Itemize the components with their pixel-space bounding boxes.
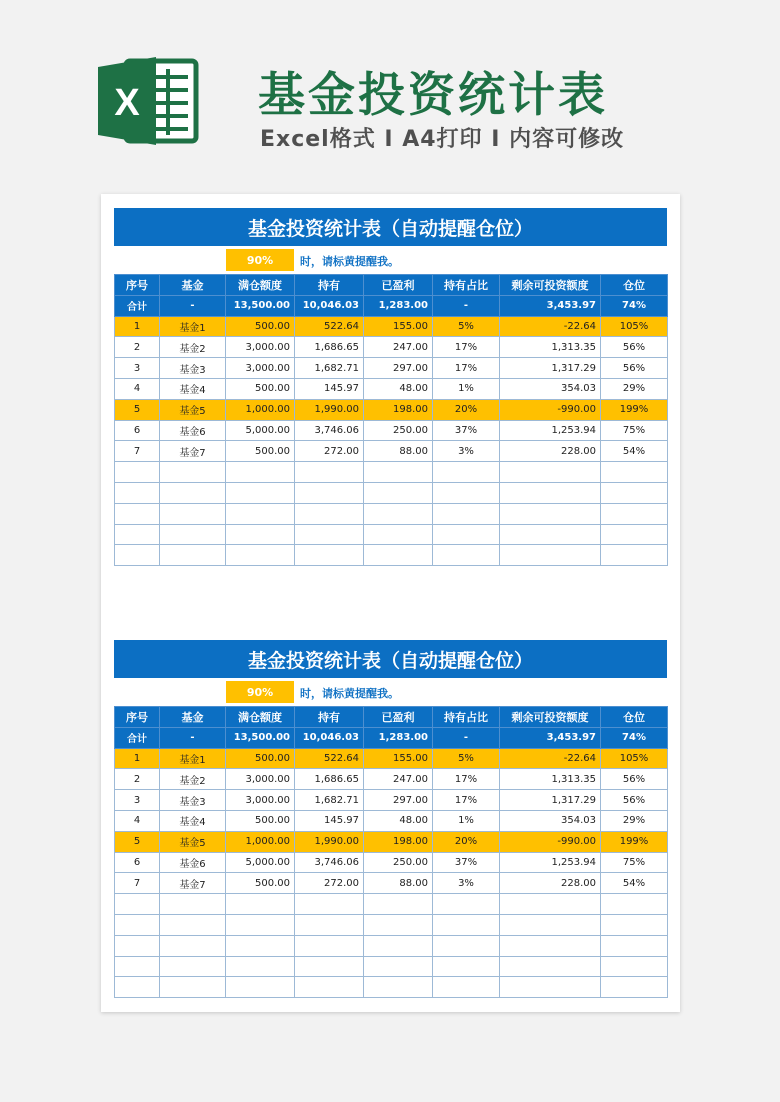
col-header: 剩余可投资额度 (500, 707, 601, 728)
total-cell[interactable]: - (433, 295, 500, 316)
sheet-banner: 基金投资统计表（自动提醒仓位） (114, 640, 667, 678)
table-row (115, 873, 668, 894)
empty-cell[interactable] (500, 977, 601, 998)
total-cell[interactable]: - (433, 727, 500, 748)
empty-cell[interactable] (160, 462, 226, 483)
total-cell[interactable]: 13,500.00 (226, 295, 295, 316)
table-cell[interactable]: 105% (601, 316, 668, 337)
table-cell[interactable]: -990.00 (500, 831, 601, 852)
table-cell[interactable]: 基金5 (160, 831, 226, 852)
fund-table (114, 274, 668, 566)
empty-cell[interactable] (295, 914, 364, 935)
table-cell[interactable]: 1% (433, 810, 500, 831)
table-cell[interactable]: 17% (433, 337, 500, 358)
table-cell[interactable]: 199% (601, 399, 668, 420)
table-cell[interactable]: 29% (601, 378, 668, 399)
empty-row (115, 545, 668, 566)
table-cell[interactable]: 基金2 (160, 337, 226, 358)
sheet-banner: 基金投资统计表（自动提醒仓位） (114, 208, 667, 246)
empty-cell[interactable] (364, 524, 433, 545)
col-header: 仓位 (601, 707, 668, 728)
empty-cell[interactable] (601, 935, 668, 956)
table-cell[interactable]: 1,000.00 (226, 399, 295, 420)
empty-cell[interactable] (500, 462, 601, 483)
table-cell[interactable]: 198.00 (364, 399, 433, 420)
empty-cell[interactable] (115, 935, 160, 956)
empty-cell[interactable] (160, 977, 226, 998)
table-cell[interactable]: 155.00 (364, 748, 433, 769)
total-cell[interactable]: 合计 (115, 295, 160, 316)
table-row (115, 852, 668, 873)
table-cell[interactable]: 基金7 (160, 873, 226, 894)
page-subtitle: Excel格式 I A4打印 I 内容可修改 (260, 127, 625, 152)
table-cell[interactable]: 5,000.00 (226, 420, 295, 441)
table-cell[interactable]: 基金4 (160, 378, 226, 399)
table-cell[interactable]: 3,000.00 (226, 769, 295, 790)
table-cell[interactable]: 2 (115, 769, 160, 790)
table-cell[interactable]: 500.00 (226, 441, 295, 462)
table-cell[interactable]: -22.64 (500, 748, 601, 769)
empty-cell[interactable] (115, 977, 160, 998)
total-cell[interactable]: 合计 (115, 727, 160, 748)
table-cell[interactable]: 1,313.35 (500, 769, 601, 790)
col-header: 持有占比 (433, 275, 500, 296)
table-cell[interactable]: 250.00 (364, 852, 433, 873)
remind-row (114, 246, 667, 274)
empty-cell[interactable] (226, 545, 295, 566)
empty-cell[interactable] (364, 956, 433, 977)
empty-cell[interactable] (364, 894, 433, 915)
empty-cell[interactable] (364, 462, 433, 483)
empty-cell[interactable] (500, 894, 601, 915)
table-cell[interactable]: 105% (601, 748, 668, 769)
empty-cell[interactable] (601, 524, 668, 545)
table-cell[interactable]: 3% (433, 873, 500, 894)
table-cell[interactable]: 3,000.00 (226, 337, 295, 358)
col-header: 持有 (295, 275, 364, 296)
col-header: 满仓额度 (226, 707, 295, 728)
table-cell[interactable]: 272.00 (295, 873, 364, 894)
empty-cell[interactable] (226, 894, 295, 915)
table-cell[interactable]: 1,253.94 (500, 852, 601, 873)
empty-cell[interactable] (295, 935, 364, 956)
table-cell[interactable]: 54% (601, 441, 668, 462)
table-cell[interactable]: 88.00 (364, 873, 433, 894)
empty-cell[interactable] (226, 977, 295, 998)
empty-cell[interactable] (364, 482, 433, 503)
table-cell[interactable]: 基金3 (160, 790, 226, 811)
table-cell[interactable]: 7 (115, 441, 160, 462)
empty-cell[interactable] (500, 935, 601, 956)
empty-cell[interactable] (226, 462, 295, 483)
empty-cell[interactable] (601, 545, 668, 566)
empty-cell[interactable] (433, 977, 500, 998)
empty-cell[interactable] (115, 956, 160, 977)
col-header: 持有占比 (433, 707, 500, 728)
table-cell[interactable]: 20% (433, 831, 500, 852)
table-cell[interactable]: 5% (433, 316, 500, 337)
total-cell[interactable]: 1,283.00 (364, 727, 433, 748)
empty-cell[interactable] (295, 894, 364, 915)
table-cell[interactable]: 48.00 (364, 378, 433, 399)
remind-message: 时，请标黄提醒我。 (300, 687, 399, 700)
table-cell[interactable]: 56% (601, 358, 668, 379)
table-cell[interactable]: 基金2 (160, 769, 226, 790)
table-cell[interactable]: 56% (601, 790, 668, 811)
table-cell[interactable]: 5 (115, 831, 160, 852)
empty-cell[interactable] (364, 914, 433, 935)
table-cell[interactable]: 基金5 (160, 399, 226, 420)
empty-cell[interactable] (433, 482, 500, 503)
empty-cell[interactable] (500, 524, 601, 545)
table-cell[interactable]: 1,000.00 (226, 831, 295, 852)
table-cell[interactable]: 17% (433, 790, 500, 811)
table-cell[interactable]: 5 (115, 399, 160, 420)
table-cell[interactable]: 155.00 (364, 316, 433, 337)
table-cell[interactable]: 88.00 (364, 441, 433, 462)
empty-row (115, 524, 668, 545)
table-cell[interactable]: 3,746.06 (295, 852, 364, 873)
total-cell[interactable]: - (160, 727, 226, 748)
empty-cell[interactable] (115, 503, 160, 524)
col-header: 已盈利 (364, 275, 433, 296)
empty-row (115, 894, 668, 915)
empty-row (115, 503, 668, 524)
table-cell[interactable]: 297.00 (364, 790, 433, 811)
table-cell[interactable]: 1 (115, 748, 160, 769)
empty-cell[interactable] (295, 956, 364, 977)
table-row (115, 378, 668, 399)
empty-row (115, 482, 668, 503)
empty-cell[interactable] (226, 914, 295, 935)
remind-row (114, 678, 667, 706)
empty-cell[interactable] (433, 503, 500, 524)
empty-cell[interactable] (295, 503, 364, 524)
table-row (115, 420, 668, 441)
empty-cell[interactable] (500, 914, 601, 935)
header-row (115, 707, 668, 728)
table-cell[interactable]: 37% (433, 852, 500, 873)
table-cell[interactable]: 1,317.29 (500, 358, 601, 379)
table-cell[interactable]: 500.00 (226, 748, 295, 769)
empty-cell[interactable] (226, 482, 295, 503)
table-cell[interactable]: 56% (601, 769, 668, 790)
table-cell[interactable]: 199% (601, 831, 668, 852)
table-cell[interactable]: 247.00 (364, 769, 433, 790)
empty-cell[interactable] (295, 462, 364, 483)
empty-cell[interactable] (601, 462, 668, 483)
table-row (115, 441, 668, 462)
empty-cell[interactable] (433, 956, 500, 977)
empty-cell[interactable] (160, 914, 226, 935)
col-header: 满仓额度 (226, 275, 295, 296)
total-cell[interactable]: 13,500.00 (226, 727, 295, 748)
empty-cell[interactable] (601, 914, 668, 935)
empty-cell[interactable] (601, 503, 668, 524)
table-cell[interactable]: 基金4 (160, 810, 226, 831)
remind-threshold-cell[interactable]: 90% (226, 681, 294, 703)
table-cell[interactable]: 5% (433, 748, 500, 769)
col-header: 仓位 (601, 275, 668, 296)
table-cell[interactable]: 48.00 (364, 810, 433, 831)
table-row (115, 769, 668, 790)
table-cell[interactable]: 228.00 (500, 873, 601, 894)
fund-sheet-1 (114, 208, 667, 566)
table-cell[interactable]: 7 (115, 873, 160, 894)
empty-cell[interactable] (160, 545, 226, 566)
table-row (115, 358, 668, 379)
empty-cell[interactable] (115, 894, 160, 915)
total-row (115, 295, 668, 316)
empty-cell[interactable] (364, 503, 433, 524)
table-row (115, 810, 668, 831)
empty-cell[interactable] (226, 935, 295, 956)
table-row (115, 748, 668, 769)
table-cell[interactable]: 500.00 (226, 810, 295, 831)
table-cell[interactable]: 75% (601, 420, 668, 441)
header-row (115, 275, 668, 296)
empty-row (115, 956, 668, 977)
table-cell[interactable]: -22.64 (500, 316, 601, 337)
col-header: 序号 (115, 275, 160, 296)
empty-cell[interactable] (160, 503, 226, 524)
empty-cell[interactable] (295, 545, 364, 566)
empty-cell[interactable] (500, 503, 601, 524)
empty-cell[interactable] (295, 977, 364, 998)
total-cell[interactable]: 3,453.97 (500, 727, 601, 748)
empty-cell[interactable] (226, 956, 295, 977)
fund-table (114, 706, 668, 998)
table-cell[interactable]: 基金3 (160, 358, 226, 379)
table-cell[interactable]: 228.00 (500, 441, 601, 462)
total-cell[interactable]: 1,283.00 (364, 295, 433, 316)
empty-cell[interactable] (433, 914, 500, 935)
empty-row (115, 914, 668, 935)
empty-cell[interactable] (115, 482, 160, 503)
table-cell[interactable]: 1,990.00 (295, 831, 364, 852)
empty-cell[interactable] (500, 482, 601, 503)
total-cell[interactable]: 74% (601, 727, 668, 748)
table-cell[interactable]: 3% (433, 441, 500, 462)
empty-cell[interactable] (364, 545, 433, 566)
empty-cell[interactable] (433, 935, 500, 956)
table-cell[interactable]: 4 (115, 378, 160, 399)
empty-cell[interactable] (226, 503, 295, 524)
total-cell[interactable]: 74% (601, 295, 668, 316)
table-cell[interactable]: 5,000.00 (226, 852, 295, 873)
empty-cell[interactable] (115, 914, 160, 935)
empty-cell[interactable] (433, 894, 500, 915)
table-cell[interactable]: 1,317.29 (500, 790, 601, 811)
col-header: 剩余可投资额度 (500, 275, 601, 296)
table-row (115, 399, 668, 420)
table-cell[interactable]: 272.00 (295, 441, 364, 462)
table-cell[interactable]: 2 (115, 337, 160, 358)
table-row (115, 831, 668, 852)
empty-cell[interactable] (160, 524, 226, 545)
empty-row (115, 977, 668, 998)
table-cell[interactable]: 1,686.65 (295, 769, 364, 790)
total-cell[interactable]: - (160, 295, 226, 316)
table-cell[interactable]: 20% (433, 399, 500, 420)
table-cell[interactable]: 29% (601, 810, 668, 831)
table-cell[interactable]: 522.64 (295, 748, 364, 769)
table-cell[interactable]: 1,682.71 (295, 790, 364, 811)
table-row (115, 337, 668, 358)
table-cell[interactable]: 1% (433, 378, 500, 399)
table-cell[interactable]: 17% (433, 358, 500, 379)
table-cell[interactable]: 4 (115, 810, 160, 831)
table-cell[interactable]: 354.03 (500, 378, 601, 399)
empty-cell[interactable] (601, 956, 668, 977)
col-header: 序号 (115, 707, 160, 728)
table-cell[interactable]: 基金1 (160, 748, 226, 769)
col-header: 基金 (160, 707, 226, 728)
table-cell[interactable]: 250.00 (364, 420, 433, 441)
table-cell[interactable]: 1,686.65 (295, 337, 364, 358)
table-cell[interactable]: 297.00 (364, 358, 433, 379)
table-cell[interactable]: 1,682.71 (295, 358, 364, 379)
empty-cell[interactable] (433, 524, 500, 545)
table-cell[interactable]: 6 (115, 852, 160, 873)
table-cell[interactable]: 基金6 (160, 852, 226, 873)
empty-cell[interactable] (364, 977, 433, 998)
empty-cell[interactable] (160, 482, 226, 503)
table-cell[interactable]: 37% (433, 420, 500, 441)
empty-cell[interactable] (364, 935, 433, 956)
table-row (115, 316, 668, 337)
total-cell[interactable]: 3,453.97 (500, 295, 601, 316)
empty-cell[interactable] (115, 462, 160, 483)
total-row (115, 727, 668, 748)
empty-cell[interactable] (433, 462, 500, 483)
table-cell[interactable]: 354.03 (500, 810, 601, 831)
table-cell[interactable]: 1,253.94 (500, 420, 601, 441)
empty-cell[interactable] (160, 894, 226, 915)
fund-sheet-2 (114, 640, 667, 998)
table-cell[interactable]: 500.00 (226, 316, 295, 337)
table-cell[interactable]: 56% (601, 337, 668, 358)
empty-cell[interactable] (160, 956, 226, 977)
table-cell[interactable]: 500.00 (226, 378, 295, 399)
col-header: 已盈利 (364, 707, 433, 728)
table-cell[interactable]: 522.64 (295, 316, 364, 337)
logo-letter: X (114, 82, 140, 124)
excel-logo-icon (98, 55, 200, 147)
table-cell[interactable]: 17% (433, 769, 500, 790)
remind-message: 时，请标黄提醒我。 (300, 255, 399, 268)
empty-cell[interactable] (601, 894, 668, 915)
empty-cell[interactable] (500, 545, 601, 566)
table-cell[interactable]: 6 (115, 420, 160, 441)
col-header: 基金 (160, 275, 226, 296)
table-cell[interactable]: 基金1 (160, 316, 226, 337)
table-row (115, 790, 668, 811)
total-cell[interactable]: 10,046.03 (295, 295, 364, 316)
table-cell[interactable]: 500.00 (226, 873, 295, 894)
table-cell[interactable]: -990.00 (500, 399, 601, 420)
table-cell[interactable]: 3 (115, 358, 160, 379)
empty-cell[interactable] (295, 482, 364, 503)
empty-row (115, 935, 668, 956)
total-cell[interactable]: 10,046.03 (295, 727, 364, 748)
table-cell[interactable]: 198.00 (364, 831, 433, 852)
table-cell[interactable]: 1,990.00 (295, 399, 364, 420)
table-cell[interactable]: 54% (601, 873, 668, 894)
table-cell[interactable]: 145.97 (295, 810, 364, 831)
col-header: 持有 (295, 707, 364, 728)
remind-threshold-cell[interactable]: 90% (226, 249, 294, 271)
table-cell[interactable]: 3,000.00 (226, 790, 295, 811)
table-cell[interactable]: 75% (601, 852, 668, 873)
empty-cell[interactable] (295, 524, 364, 545)
empty-cell[interactable] (226, 524, 295, 545)
page-title: 基金投资统计表 (258, 68, 608, 123)
empty-cell[interactable] (601, 977, 668, 998)
table-cell[interactable]: 247.00 (364, 337, 433, 358)
table-cell[interactable]: 1,313.35 (500, 337, 601, 358)
empty-cell[interactable] (601, 482, 668, 503)
table-cell[interactable]: 基金7 (160, 441, 226, 462)
table-cell[interactable]: 基金6 (160, 420, 226, 441)
empty-cell[interactable] (433, 545, 500, 566)
empty-cell[interactable] (500, 956, 601, 977)
empty-cell[interactable] (115, 524, 160, 545)
table-cell[interactable]: 3,000.00 (226, 358, 295, 379)
table-cell[interactable]: 3,746.06 (295, 420, 364, 441)
empty-cell[interactable] (160, 935, 226, 956)
table-cell[interactable]: 145.97 (295, 378, 364, 399)
empty-row (115, 462, 668, 483)
table-cell[interactable]: 3 (115, 790, 160, 811)
table-cell[interactable]: 1 (115, 316, 160, 337)
document-page (101, 194, 680, 1012)
empty-cell[interactable] (115, 545, 160, 566)
